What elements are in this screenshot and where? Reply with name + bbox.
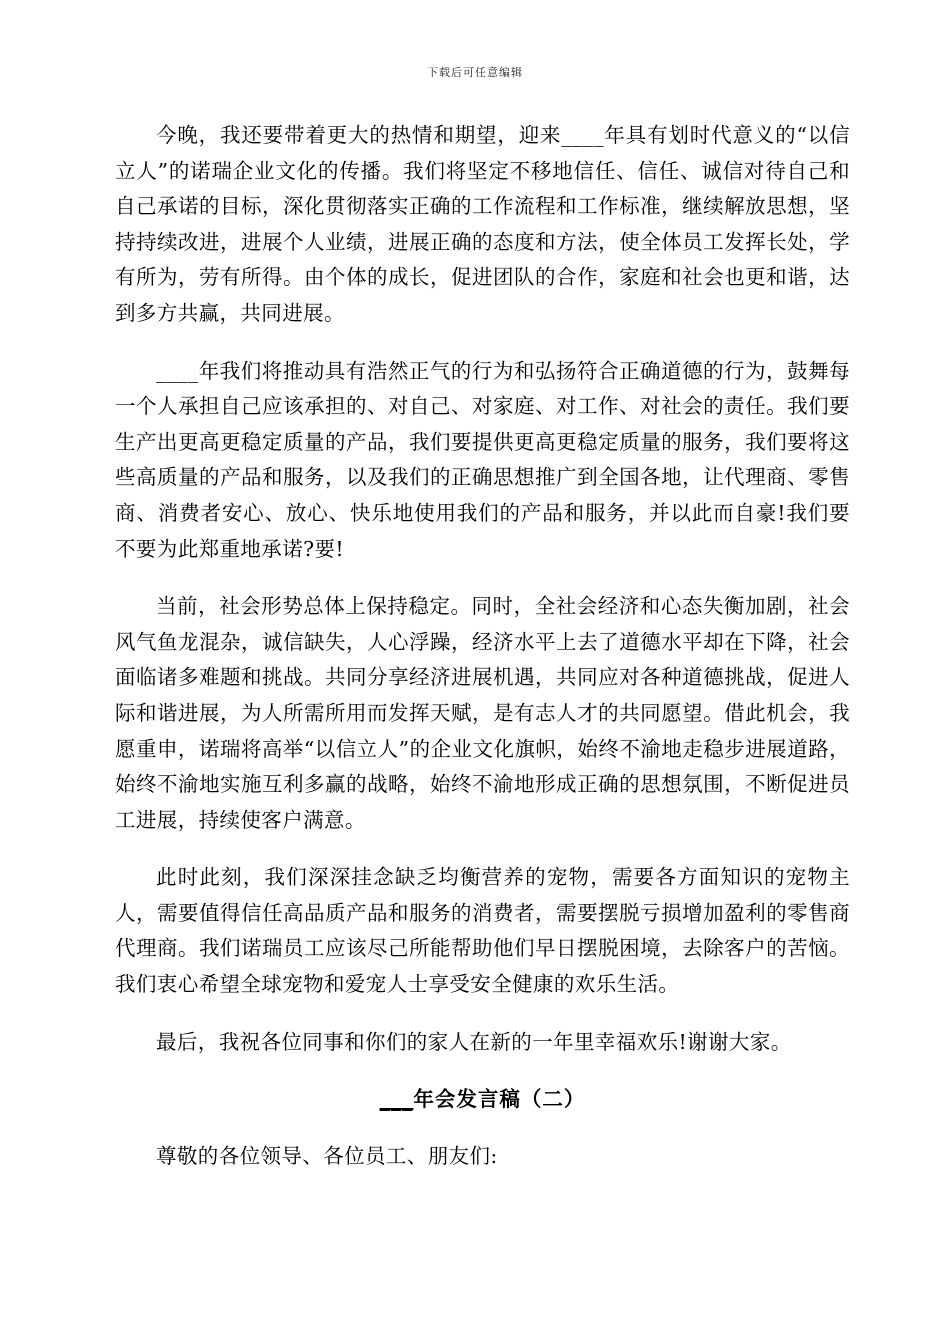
page-header: 下载后可任意编辑 — [427, 66, 523, 79]
paragraph-3: 当前，社会形势总体上保持稳定。同时，全社会经济和心态失衡加剧，社会风气鱼龙混杂，诚信缺失，人心浮躁，经济水平上去了道德水平却在下降，社会面临诸多难题和挑战。共同分享经济进展机遇，共同应对各种道德挑战，促进人际和谐进展，为人所需所用而发挥天赋，是有志人才的共同愿望。借此机会，我愿重申，诺瑞将高举“以信立人”的企业文化旗帜，始终不渝地走稳步进展道路，始终不渝地实施互利多赢的战略，始终不渝地形成正确的思想氛围，不断促进员工进展，持续使客户满意。 — [115, 594, 850, 832]
salutation: 尊敬的各位领导、各位员工、朋友们: — [156, 1144, 498, 1169]
paragraph-1: 今晚，我还要带着更大的热情和期望，迎来____年具有划时代意义的“以信立人”的诺瑞企业文化的传播。我们将坚定不移地信任、信任、诚信对待自己和自己承诺的目标，深化贯彻落实正确的工作流程和工作标准，继续解放思想，坚持持续改进，进展个人业绩，进展正确的态度和方法，使全体员工发挥长处，学有所为，劳有所得。由个体的成长，促进团队的合作，家庭和社会也更和谐，达到多方共赢，共同进展。 — [115, 123, 850, 325]
section-heading — [115, 1082, 850, 1117]
paragraph-5: 最后，我祝各位同事和你们的家人在新的一年里幸福欢乐!谢谢大家。 — [156, 1029, 792, 1054]
heading-blank: ___ — [379, 1087, 414, 1112]
paragraph-2: ____年我们将推动具有浩然正气的行为和弘扬符合正确道德的行为，鼓舞每一个人承担自己应该承担的、对自己、对家庭、对工作、对社会的责任。我们要生产出更高更稳定质量的产品，我们要提供更高更稳定质量的服务，我们要将这些高质量的产品和服务，以及我们的正确思想推广到全国各地，让代理商、零售商、消费者安心、放心、快乐地使用我们的产品和服务，并以此而自豪!我们要不要为此郑重地承诺?要! — [115, 358, 850, 561]
paragraph-4: 此时此刻，我们深深挂念缺乏均衡营养的宠物，需要各方面知识的宠物主人，需要值得信任高品质产品和服务的消费者，需要摆脱亏损增加盈利的零售商代理商。我们诺瑞员工应该尽己所能帮助他们早日摆脱困境，去除客户的苦恼。我们衷心希望全球宠物和爱宠人士享受安全健康的欢乐生活。 — [115, 865, 850, 997]
heading-title: 年会发言稿（二） — [413, 1087, 586, 1112]
document-body — [115, 118, 850, 1197]
